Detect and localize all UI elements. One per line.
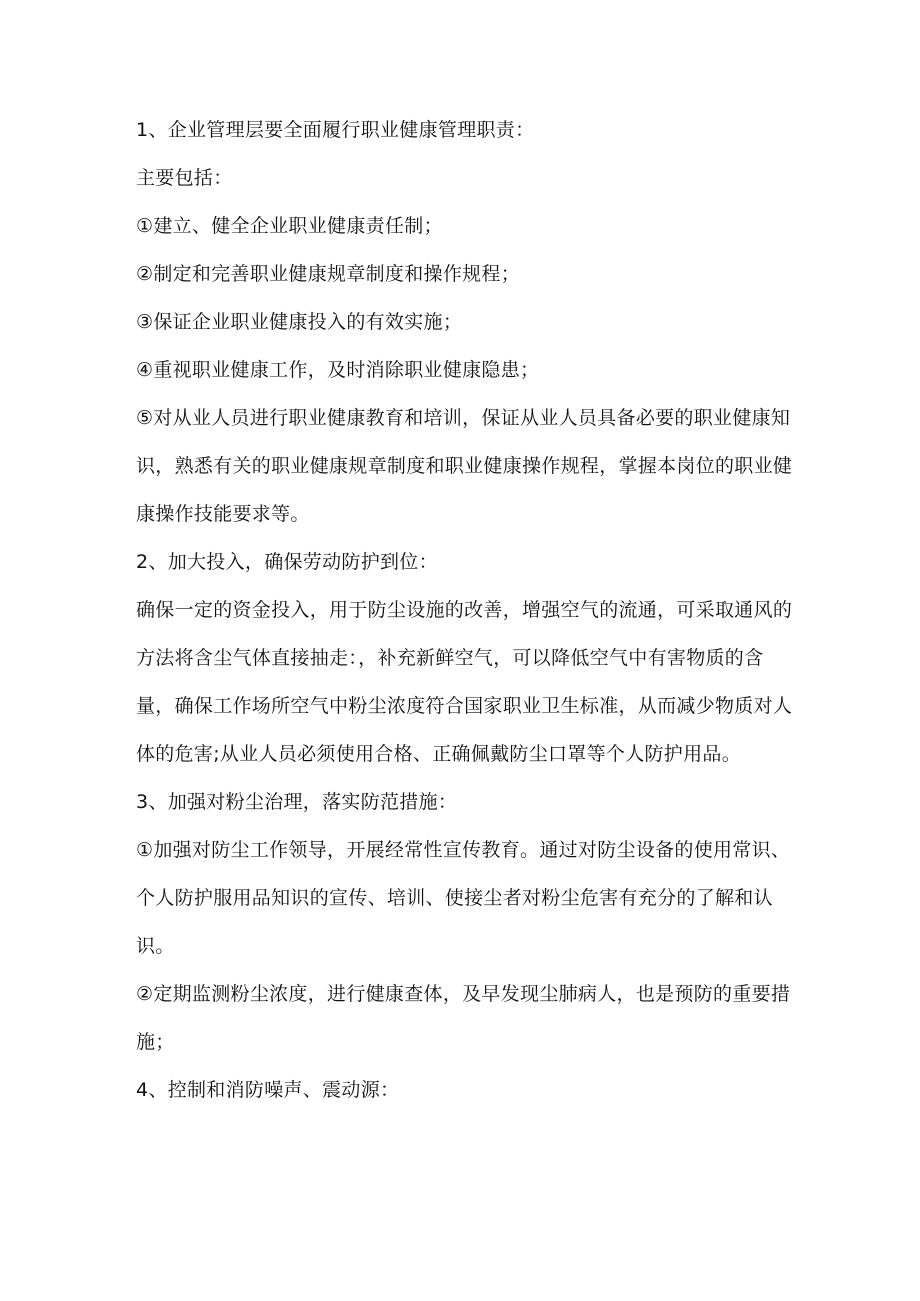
document-body <box>136 106 796 1114</box>
section-heading: 3、加强对粉尘治理，落实防范措施： <box>136 791 458 813</box>
list-item: ①加强对防尘工作领导，开展经常性宣传教育。通过对防尘设备的使用常识、个人防护服用品知识的宣传、培训、使接尘者对粉尘危害有充分的了解和认识。 <box>136 839 791 957</box>
section-heading: 1、企业管理层要全面履行职业健康管理职责： <box>136 119 535 141</box>
paragraph: 确保一定的资金投入，用于防尘设施的改善，增强空气的流通，可采取通风的方法将含尘气体直接抽走：，补充新鲜空气，可以降低空气中有害物质的含量，确保工作场所空气中粉尘浓度符合国家职业卫生标准，从而减少物质对人体的危害;从业人员必须使用合格、正确佩戴防尘口罩等个人防护用品。 <box>136 599 793 765</box>
paragraph: 主要包括： <box>136 167 233 189</box>
list-item: ⑤对从业人员进行职业健康教育和培训，保证从业人员具备必要的职业健康知识，熟悉有关的职业健康规章制度和职业健康操作规程，掌握本岗位的职业健康操作技能要求等。 <box>136 407 793 525</box>
list-item: ②定期监测粉尘浓度，进行健康查体，及早发现尘肺病人，也是预防的重要措施； <box>136 983 791 1053</box>
list-item: ①建立、健全企业职业健康责任制； <box>136 215 443 237</box>
section-heading: 4、控制和消防噪声、震动源： <box>136 1079 400 1101</box>
section-heading: 2、加大投入，确保劳动防护到位： <box>136 551 438 573</box>
list-item: ③保证企业职业健康投入的有效实施； <box>136 311 463 333</box>
list-item: ④重视职业健康工作，及时消除职业健康隐患； <box>136 359 540 381</box>
list-item: ②制定和完善职业健康规章制度和操作规程； <box>136 263 521 285</box>
